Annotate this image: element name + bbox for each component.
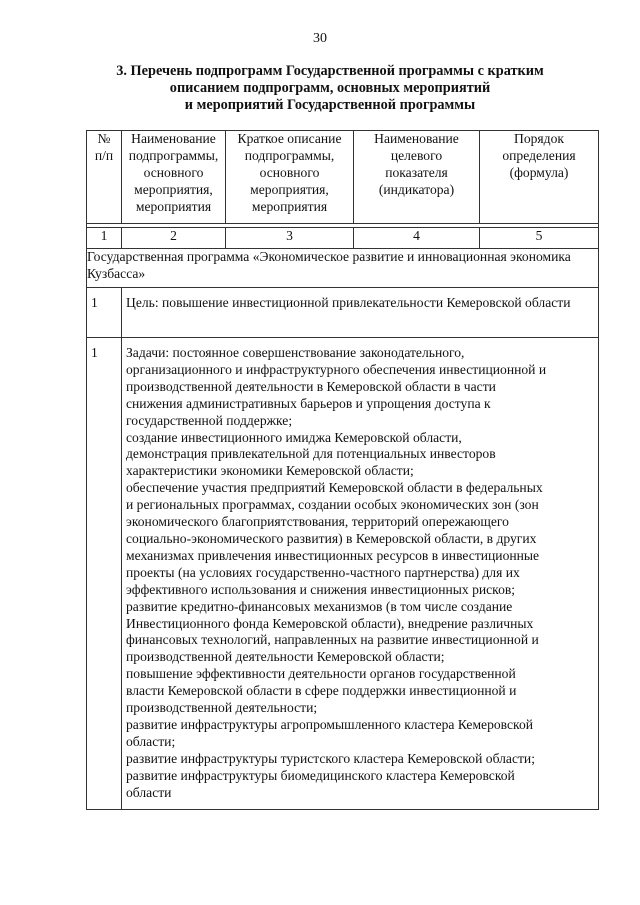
header-cell-number: № п/п <box>87 131 122 224</box>
header-cell-name: Наименование подпрограммы, основного мероприятия, мероприятия <box>122 131 226 224</box>
column-number-row <box>87 228 599 249</box>
header-cell-formula: Порядок определения (формула) <box>480 131 599 224</box>
column-number: 4 <box>354 228 480 249</box>
tasks-number: 1 <box>87 338 122 810</box>
subprograms-table <box>86 130 599 810</box>
column-number: 1 <box>87 228 122 249</box>
tasks-row <box>87 338 599 810</box>
task-line: механизмах привлечения инвестиционных ресурсов в инвестиционные <box>126 547 540 563</box>
task-line: области <box>126 784 172 800</box>
task-line: социально-экономического развития) в Кемеровской области, в других <box>126 530 537 546</box>
task-line: развитие инфраструктуры туристского кластера Кемеровской области; <box>126 750 535 766</box>
column-number: 3 <box>226 228 354 249</box>
task-line: развитие инфраструктуры агропромышленного кластера Кемеровской <box>126 716 534 732</box>
task-line: развитие кредитно-финансовых механизмов (в том числе создание <box>126 598 513 614</box>
task-line: характеристики экономики Кемеровской области; <box>126 463 414 479</box>
task-line: и региональных программах, создании особых экономических зон (зон <box>126 497 539 513</box>
task-line: экономического благоприятствования, территорий опережающего <box>126 514 509 530</box>
goal-number: 1 <box>87 288 122 338</box>
task-line: повышение эффективности деятельности органов государственной <box>126 666 516 682</box>
task-line: создание инвестиционного имиджа Кемеровской области, <box>126 429 462 445</box>
heading-line: описанием подпрограмм, основных мероприятий <box>169 80 491 96</box>
header-cell-indicator: Наименование целевого показателя (индикатора) <box>354 131 480 224</box>
goal-row <box>87 288 599 338</box>
program-title: Государственная программа «Экономическое развитие и инновационная экономика Кузбасса» <box>87 249 599 288</box>
task-line: производственной деятельности; <box>126 700 318 716</box>
header-cell-description: Краткое описание подпрограммы, основного мероприятия, мероприятия <box>226 131 354 224</box>
task-line: производственной деятельности Кемеровской области; <box>126 649 445 665</box>
task-line: производственной деятельности в Кемеровской области в части <box>126 378 496 394</box>
program-title-row <box>87 249 599 288</box>
column-number: 2 <box>122 228 226 249</box>
task-line: проекты (на условиях государственно-частного партнерства) для их <box>126 564 520 580</box>
task-line: обеспечение участия предприятий Кемеровской области в федеральных <box>126 480 543 496</box>
task-line: области; <box>126 733 176 749</box>
goal-text: Цель: повышение инвестиционной привлекательности Кемеровской области <box>122 288 599 338</box>
column-number: 5 <box>480 228 599 249</box>
task-line: государственной поддержке; <box>126 412 293 428</box>
task-line: финансовых технологий, направленных на развитие инвестиционной и <box>126 632 539 648</box>
task-line: эффективного использования и снижения инвестиционных рисков; <box>126 581 516 597</box>
task-line: организационного и инфраструктурного обеспечения инвестиционной и <box>126 361 547 377</box>
heading-line: 3. Перечень подпрограмм Государственной программы с кратким <box>116 63 544 79</box>
task-line: снижения административных барьеров и упрощения доступа к <box>126 395 491 411</box>
page-number: 30 <box>313 31 327 46</box>
tasks-text <box>122 338 599 810</box>
task-line: Инвестиционного фонда Кемеровской области), внедрение различных <box>126 615 534 631</box>
table-header-row <box>87 131 599 224</box>
task-line: власти Кемеровской области в сфере поддержки инвестиционной и <box>126 683 517 699</box>
task-line: развитие инфраструктуры биомедицинского кластера Кемеровской <box>126 767 515 783</box>
task-line: демонстрация привлекательной для потенциальных инвесторов <box>126 446 496 462</box>
heading-line: и мероприятий Государственной программы <box>184 97 476 113</box>
task-line: Задачи: постоянное совершенствование законодательного, <box>126 345 465 360</box>
section-heading <box>80 63 580 114</box>
